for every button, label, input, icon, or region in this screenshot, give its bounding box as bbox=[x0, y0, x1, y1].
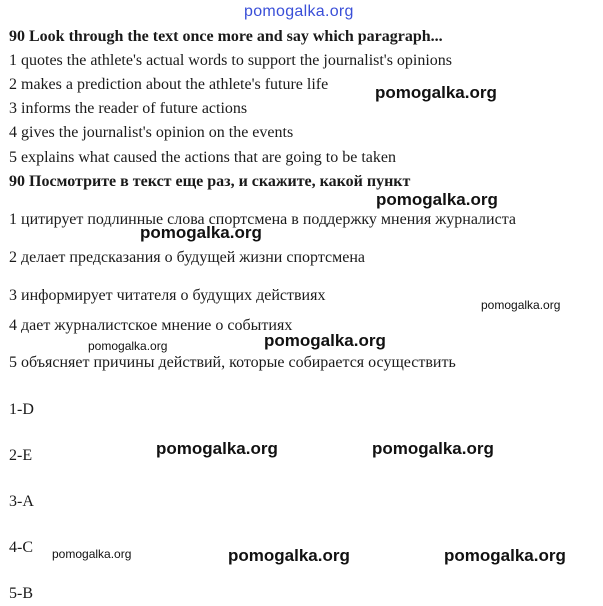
english-heading: 90 Look through the text once more and say which paragraph... bbox=[9, 28, 443, 45]
russian-item-3: 3 информирует читателя о будущих действиях bbox=[9, 287, 326, 304]
watermark: pomogalka.org bbox=[52, 547, 132, 561]
english-item-5: 5 explains what caused the actions that are going to be taken bbox=[9, 149, 396, 166]
russian-item-4: 4 дает журналистское мнение о событиях bbox=[9, 317, 293, 334]
answer-2: 2-E bbox=[9, 447, 33, 464]
english-item-3: 3 informs the reader of future actions bbox=[9, 100, 248, 117]
answer-4: 4-C bbox=[9, 539, 33, 556]
russian-item-1: 1 цитирует подлинные слова спортсмена в поддержку мнения журналиста bbox=[9, 211, 516, 228]
answer-3: 3-A bbox=[9, 493, 34, 510]
answer-1: 1-D bbox=[9, 401, 34, 418]
watermark: pomogalka.org bbox=[372, 439, 494, 458]
english-item-1: 1 quotes the athlete's actual words to support the journalist's opinions bbox=[9, 52, 453, 69]
watermark-top: pomogalka.org bbox=[244, 3, 354, 20]
watermark: pomogalka.org bbox=[140, 223, 262, 242]
english-item-4: 4 gives the journalist's opinion on the events bbox=[9, 124, 294, 141]
english-item-2: 2 makes a prediction about the athlete's future life bbox=[9, 76, 329, 93]
watermark: pomogalka.org bbox=[444, 546, 566, 565]
watermark: pomogalka.org bbox=[88, 339, 168, 353]
russian-item-2: 2 делает предсказания о будущей жизни спортсмена bbox=[9, 249, 365, 266]
answer-5: 5-B bbox=[9, 585, 33, 602]
watermark: pomogalka.org bbox=[376, 190, 498, 209]
watermark: pomogalka.org bbox=[264, 331, 386, 350]
russian-heading: 90 Посмотрите в текст еще раз, и скажите, какой пункт bbox=[9, 173, 411, 190]
russian-item-5: 5 объясняет причины действий, которые собирается осуществить bbox=[9, 354, 456, 371]
watermark: pomogalka.org bbox=[156, 439, 278, 458]
watermark: pomogalka.org bbox=[228, 546, 350, 565]
watermark: pomogalka.org bbox=[375, 83, 497, 102]
watermark: pomogalka.org bbox=[481, 298, 561, 312]
